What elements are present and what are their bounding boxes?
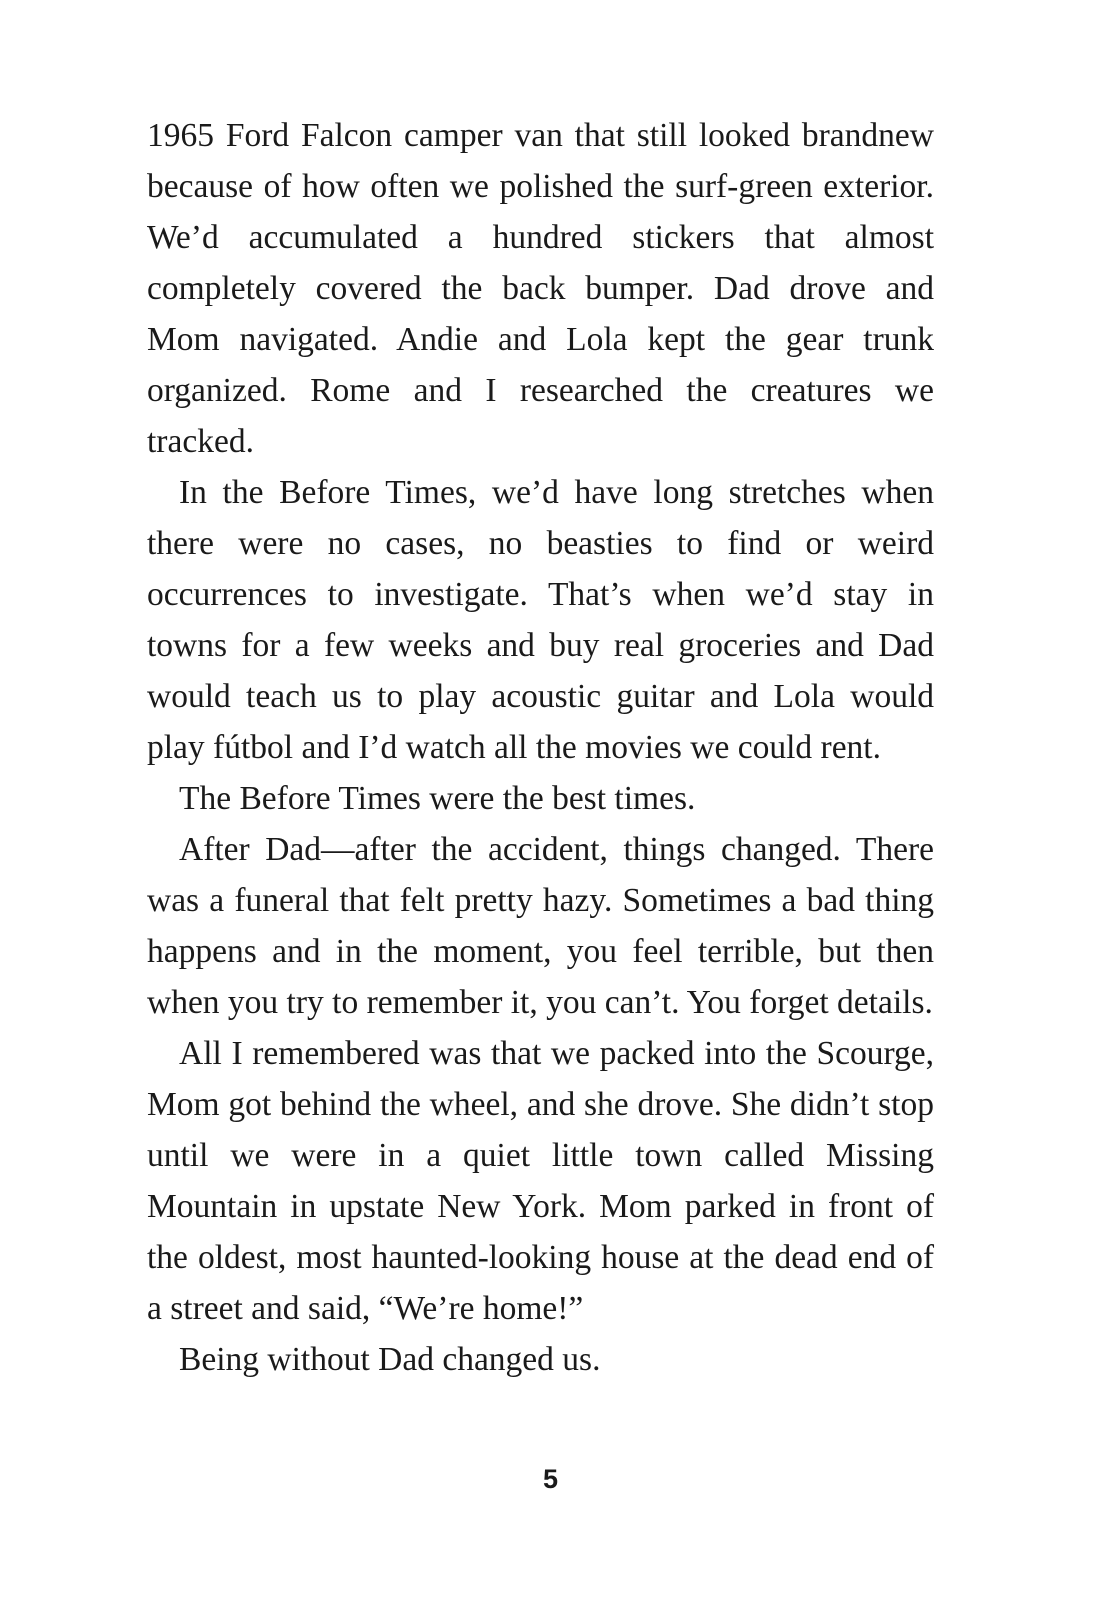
paragraph-best-times: The Before Times were the best times. bbox=[179, 780, 696, 817]
page-number: 5 bbox=[542, 1464, 559, 1494]
paragraph-before-times: In the Before Times, we’d have long stretches when there were no cases, no beasties to find or weird occurrences to investigate. That’s when we’d stay in towns for a few weeks and buy real groceries and Dad would teach us to play acoustic guitar and Lola would play fútbol and I’d watch all the movies we could rent. bbox=[147, 474, 934, 766]
paragraph-continued: 1965 Ford Falcon camper van that still looked brandnew because of how often we polished the surf-green exterior. We’d accumulated a hundred stickers that almost completely covered the back bumper. Dad drove and Mom navigated. Andie and Lola kept the gear trunk organized. Rome and I researched the creatures we tracked. bbox=[147, 117, 934, 460]
paragraph-missing-mountain: All I remembered was that we packed into the Scourge, Mom got behind the wheel, and she drove. She didn’t stop until we were in a quiet little town called Missing Mountain in upstate New York. Mom parked in front of the oldest, most haunted-looking house at the dead end of a street and said, “We’re home!” bbox=[147, 1035, 934, 1327]
body-text bbox=[147, 110, 934, 1385]
paragraph-changed-us: Being without Dad changed us. bbox=[179, 1341, 601, 1378]
paragraph-after-dad: After Dad—after the accident, things changed. There was a funeral that felt pretty hazy. Sometimes a bad thing happens and in the moment, you feel terrible, but then when you try to remember it, you can’t. You forget details. bbox=[147, 831, 934, 1021]
